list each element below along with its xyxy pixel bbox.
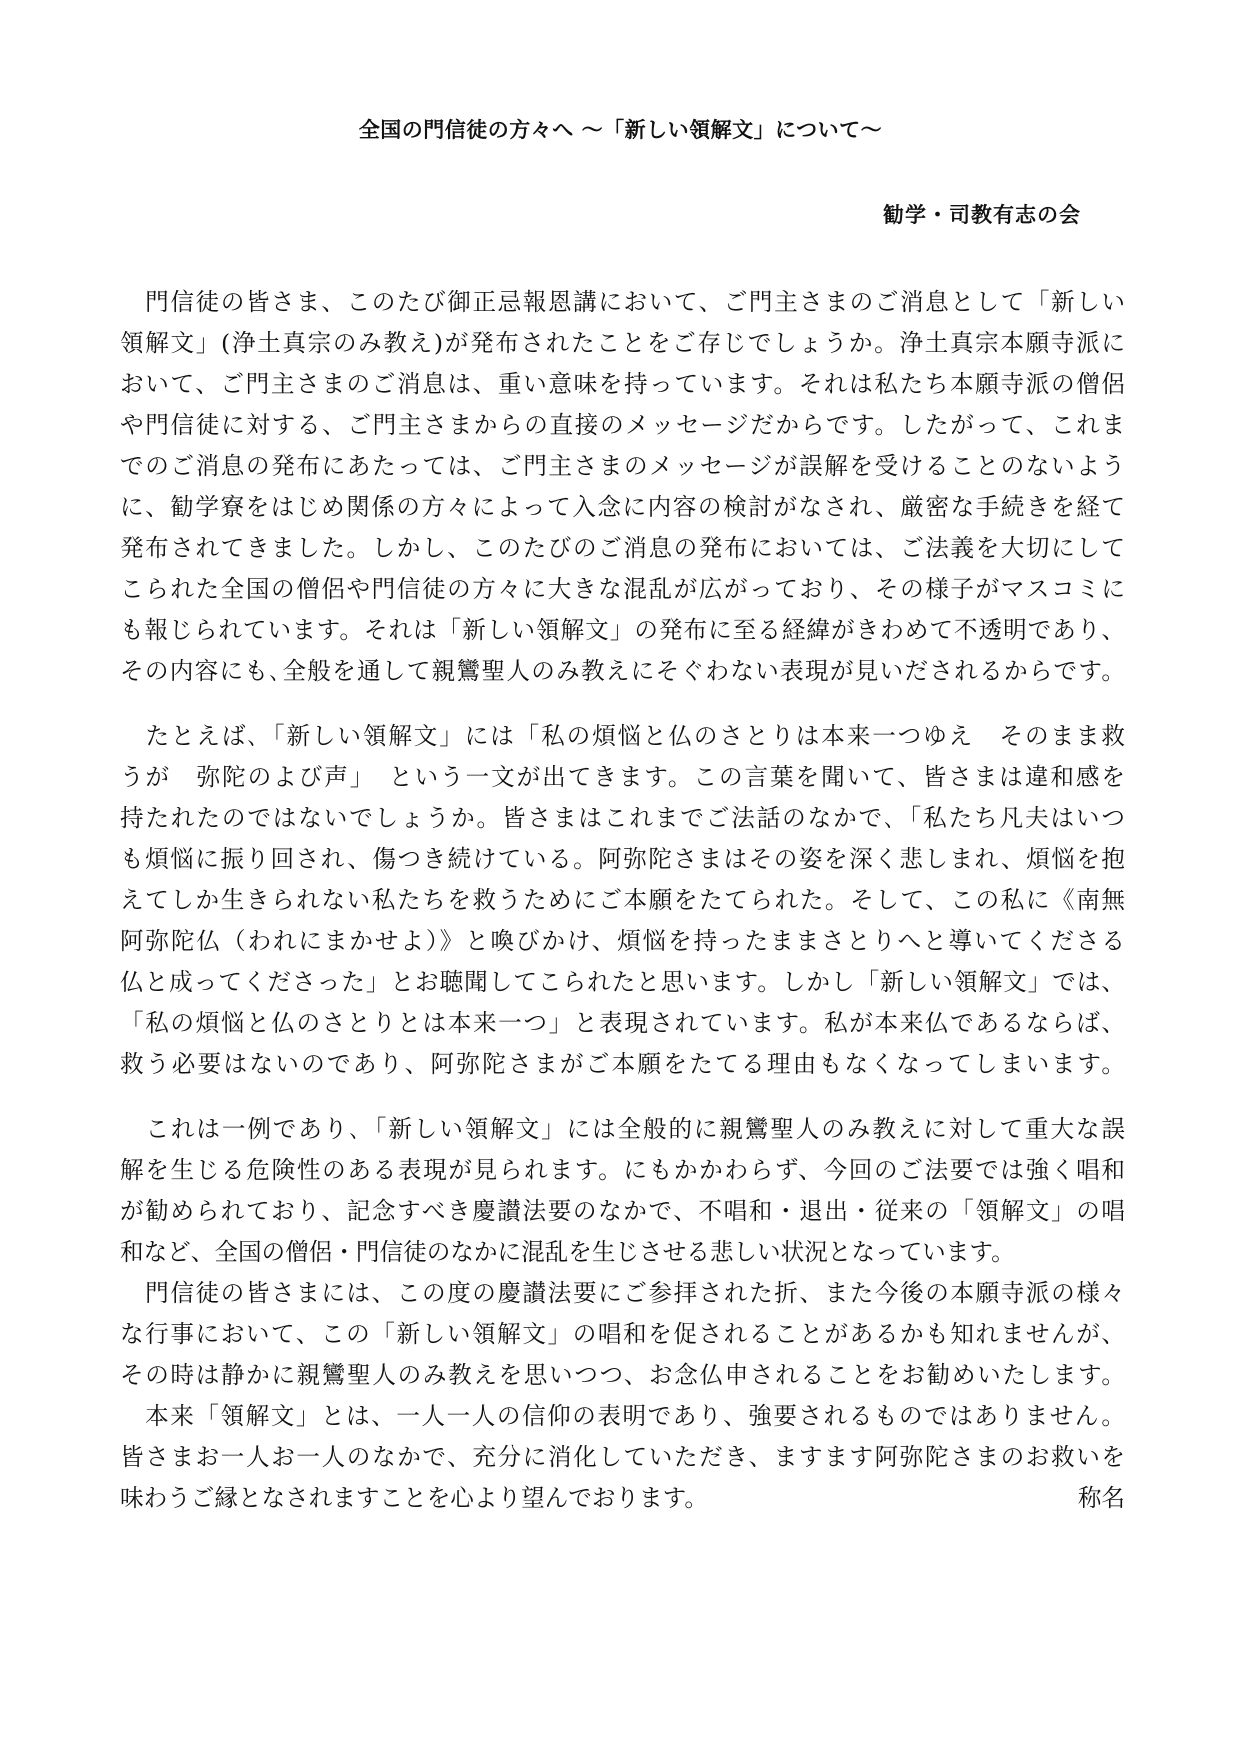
text-line: も煩悩に振り回され、傷つき続けている。阿弥陀さまはその姿を深く悲しまれ、煩悩を抱 <box>120 845 1125 873</box>
text-line: 「私の煩悩と仏のさとりとは本来一つ」と表現されています。私が本来仏であるならば、 <box>120 1009 1125 1037</box>
paragraph-2 <box>120 716 1125 1085</box>
text-line: 門信徒の皆さま、このたび御正忌報恩講において、ご門主さまのご消息として「新しい <box>120 288 1125 316</box>
text-line: 仏と成ってくださった」とお聴聞してこられたと思います。しかし「新しい領解文」では、 <box>120 968 1125 996</box>
paragraph-1 <box>120 282 1125 692</box>
text-line: えてしか生きられない私たちを救うためにご本願をたてられた。そして、この私に《南無 <box>120 886 1125 914</box>
text-line: 本来「領解文」とは、一人一人の信仰の表明であり、強要されるものではありません。 <box>120 1402 1125 1430</box>
text-line: その内容にも､全般を通して親鸞聖人のみ教えにそぐわない表現が見いだされるからです。 <box>120 657 1125 685</box>
paragraph-gap <box>120 692 1125 716</box>
paragraph-gap <box>120 1085 1125 1109</box>
text-line: 解を生じる危険性のある表現が見られます。にもかかわらず、今回のご法要では強く唱和 <box>120 1156 1125 1184</box>
text-line: 領解文」(浄土真宗のみ教え)が発布されたことをご存じでしょうか。浄土真宗本願寺派に <box>120 329 1125 357</box>
closing-line <box>120 1478 1125 1519</box>
text-line: も報じられています。それは「新しい領解文」の発布に至る経緯がきわめて不透明であり、 <box>120 616 1125 644</box>
author-line: 勧学・司教有志の会 <box>883 203 1081 227</box>
text-line: が勧められており、記念すべき慶讃法要のなかで、不唱和・退出・従来の「領解文」の唱 <box>120 1197 1125 1225</box>
document-title: 全国の門信徒の方々へ ～「新しい領解文」について～ <box>358 118 883 142</box>
closing-word: 称名 <box>1077 1484 1125 1512</box>
text-line: こられた全国の僧侶や門信徒の方々に大きな混乱が広がっており、その様子がマスコミに <box>120 575 1125 603</box>
text-line: な行事において、この「新しい領解文」の唱和を促されることがあるかも知れませんが、 <box>120 1320 1125 1348</box>
text-line: 救う必要はないのであり、阿弥陀さまがご本願をたてる理由もなくなってしまいます。 <box>120 1050 1125 1078</box>
document-body <box>120 282 1125 1519</box>
text-line: や門信徒に対する、ご門主さまからの直接のメッセージだからです。したがって、これま <box>120 411 1125 439</box>
text-line: たとえば､「新しい領解文」には「私の煩悩と仏のさとりは本来一つゆえ そのまま救 <box>120 722 1125 750</box>
text-line: これは一例であり､「新しい領解文」には全般的に親鸞聖人のみ教えに対して重大な誤 <box>120 1115 1125 1143</box>
text-line: その時は静かに親鸞聖人のみ教えを思いつつ、お念仏申されることをお勧めいたします。 <box>120 1361 1125 1389</box>
text-line: おいて、ご門主さまのご消息は、重い意味を持っています。それは私たち本願寺派の僧侶 <box>120 370 1125 398</box>
text-line: に、勧学寮をはじめ関係の方々によって入念に内容の検討がなされ、厳密な手続きを経て <box>120 493 1125 521</box>
paragraph-3 <box>120 1109 1125 1519</box>
text-line: 皆さまお一人お一人のなかで、充分に消化していただき、ますます阿弥陀さまのお救いを <box>120 1443 1125 1471</box>
text-line: 阿弥陀仏（われにまかせよ）》と喚びかけ、煩悩を持ったままさとりへと導いてくださる <box>120 927 1125 955</box>
closing-text: 味わうご縁となされますことを心より望んでおります。 <box>120 1484 708 1512</box>
text-line: 門信徒の皆さまには、この度の慶讃法要にご参拝された折、また今後の本願寺派の様々 <box>120 1279 1125 1307</box>
text-line: うが 弥陀のよび声」 という一文が出てきます。この言葉を聞いて、皆さまは違和感を <box>120 763 1125 791</box>
text-line: 発布されてきました。しかし、このたびのご消息の発布においては、ご法義を大切にして <box>120 534 1125 562</box>
text-line: 持たれたのではないでしょうか。皆さまはこれまでご法話のなかで､「私たち凡夫はいつ <box>120 804 1125 832</box>
text-line: でのご消息の発布にあたっては、ご門主さまのメッセージが誤解を受けることのないよう <box>120 452 1125 480</box>
text-line: 和など、全国の僧侶・門信徒のなかに混乱を生じさせる悲しい状況となっています。 <box>120 1238 1015 1266</box>
